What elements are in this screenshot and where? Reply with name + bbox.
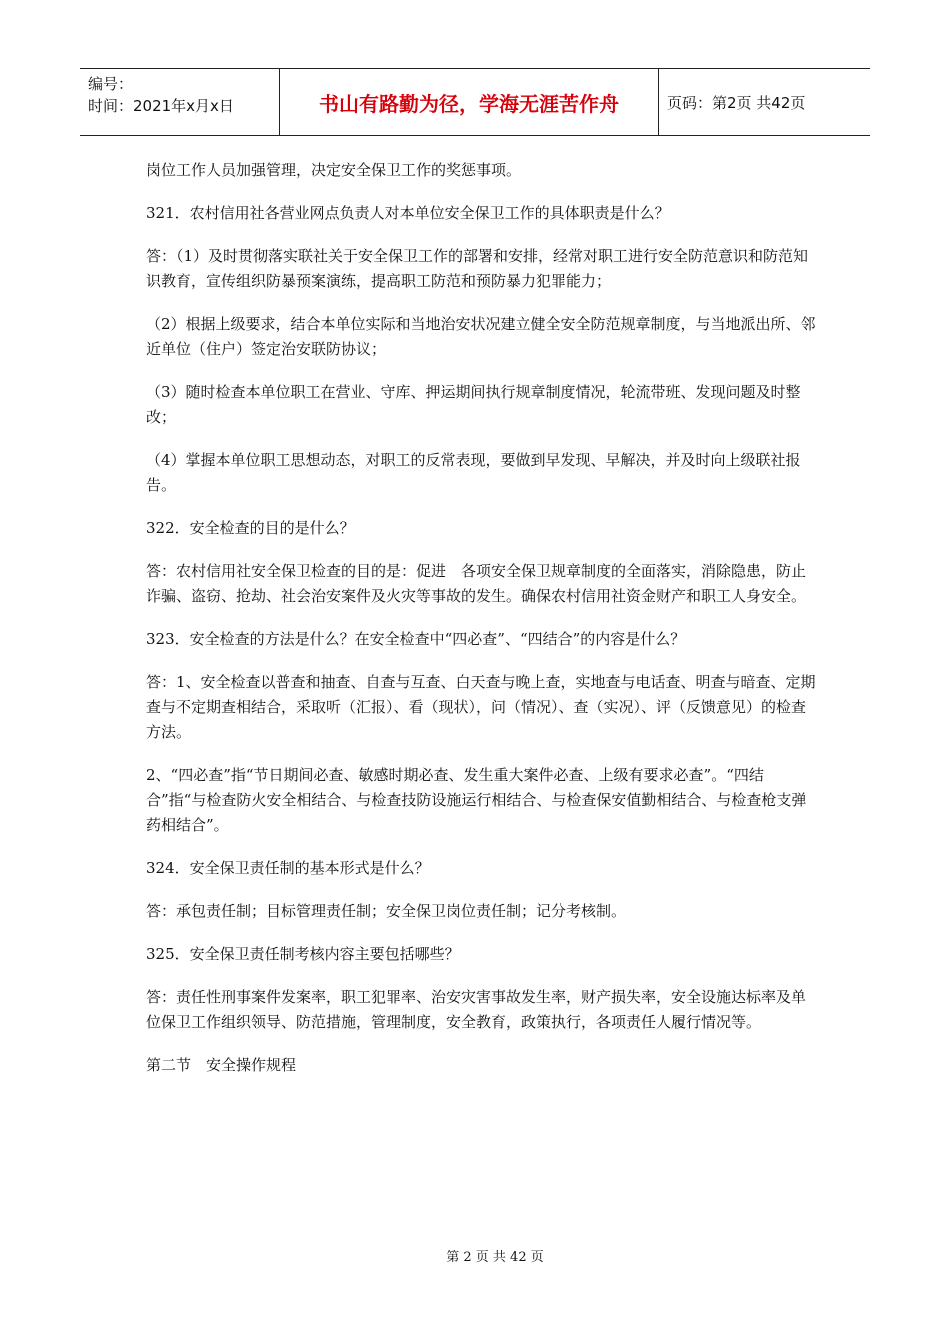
question-321: 321．农村信用社各营业网点负责人对本单位安全保卫工作的具体职责是什么？ xyxy=(146,204,670,222)
page-footer: 第 2 页 共 42 页 xyxy=(446,1250,544,1265)
header-page-info: 页码：第2页 共42页 xyxy=(667,93,806,112)
answer-322: 答：农村信用社安全保卫检查的目的是：促进 各项安全保卫规章制度的全面落实，消除隐患，防止诈骗、盗窃、抢劫、社会治安案件及火灾等事故的发生。确保农村信用社资金财产和职工人身安全。 xyxy=(146,562,807,605)
document-date: 时间：2021年x月x日 xyxy=(88,97,234,115)
question-322: 322．安全检查的目的是什么？ xyxy=(146,519,355,537)
page-header xyxy=(80,68,870,136)
answer-323-part-2: 2、“四必查”指“节日期间必查、敏感时期必查、发生重大案件必查、上级有要求必查”。“四结合”指“与检查防火安全相结合、与检查技防设施运行相结合、与检查保安值勤相结合、与检查枪支弹药相结合”。 xyxy=(146,766,807,834)
paragraph: 岗位工作人员加强管理，决定安全保卫工作的奖惩事项。 xyxy=(146,161,522,179)
question-324: 324．安全保卫责任制的基本形式是什么？ xyxy=(146,859,430,877)
answer-325: 答：责任性刑事案件发案率，职工犯罪率、治安灾害事故发生率，财产损失率，安全设施达标率及单位保卫工作组织领导、防范措施，管理制度，安全教育，政策执行，各项责任人履行情况等。 xyxy=(146,988,807,1031)
answer-321-part-3: （3）随时检查本单位职工在营业、守库、押运期间执行规章制度情况，轮流带班、发现问题及时整改； xyxy=(146,383,801,426)
section-heading: 第二节 安全操作规程 xyxy=(146,1056,297,1074)
answer-321-part-4: （4）掌握本单位职工思想动态，对职工的反常表现，要做到早发现、早解决，并及时向上级联社报告。 xyxy=(146,451,801,494)
header-motto: 书山有路勤为径，学海无涯苦作舟 xyxy=(280,69,659,135)
document-number-label: 编号： xyxy=(88,75,134,93)
answer-321-part-1: 答：（1）及时贯彻落实联社关于安全保卫工作的部署和安排，经常对职工进行安全防范意识和防范知识教育，宣传组织防暴预案演练，提高职工防范和预防暴力犯罪能力； xyxy=(146,247,809,290)
header-meta xyxy=(80,69,280,135)
question-323: 323．安全检查的方法是什么？在安全检查中“四必查”、“四结合”的内容是什么？ xyxy=(146,630,686,648)
answer-321-part-2: （2）根据上级要求，结合本单位实际和当地治安状况建立健全安全防范规章制度，与当地派出所、邻近单位（住户）签定治安联防协议； xyxy=(146,315,816,358)
answer-324: 答：承包责任制；目标管理责任制；安全保卫岗位责任制；记分考核制。 xyxy=(146,902,627,920)
question-325: 325．安全保卫责任制考核内容主要包括哪些？ xyxy=(146,945,460,963)
document-body xyxy=(146,158,818,1096)
answer-323-part-1: 答：1、安全检查以普查和抽查、自查与互查、白天查与晚上查，实地查与电话查、明查与暗查、定期查与不定期查相结合，采取听（汇报）、看（现状），问（情况）、查（实况）、评（反馈意见）的检查方法。 xyxy=(146,673,816,741)
